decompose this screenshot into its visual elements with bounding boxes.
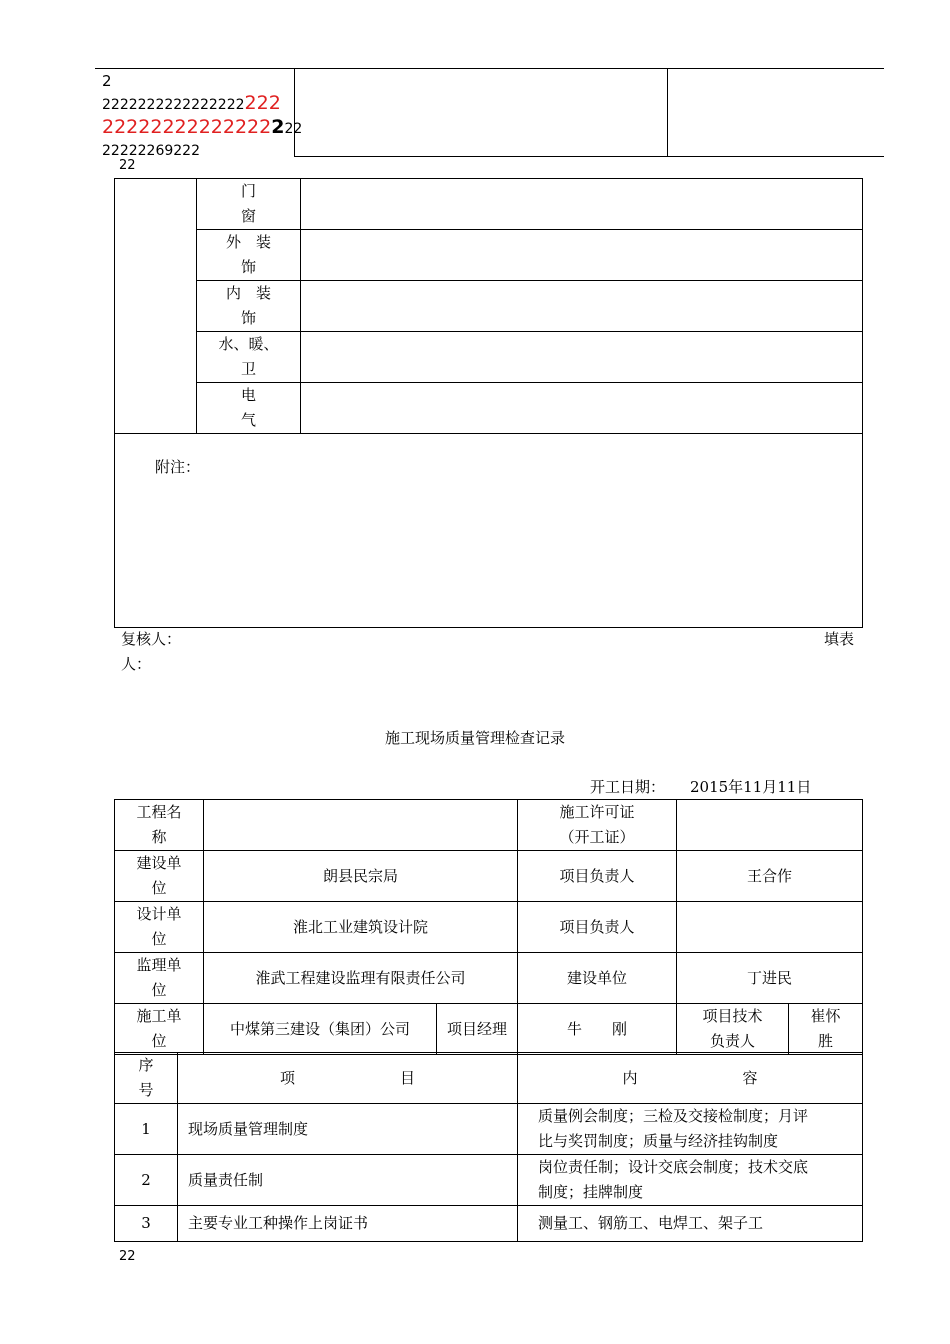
header-code-block xyxy=(102,70,303,162)
header-line-3: 22222222222222222 xyxy=(102,116,303,138)
header-below-code: 22 xyxy=(119,158,136,173)
record-title: 施工现场质量管理检查记录 xyxy=(384,729,565,747)
contractor-label: 施工单 位 xyxy=(115,1004,204,1055)
permit-value[interactable] xyxy=(677,800,863,851)
filler-label-part1: 填表 xyxy=(824,630,855,648)
supervise-label: 监理单 位 xyxy=(115,953,204,1004)
header-top-border xyxy=(95,68,884,69)
trade-content-cell[interactable] xyxy=(301,332,863,383)
trade-label: 门 窗 xyxy=(197,179,301,230)
header-line-1: 2 xyxy=(102,72,112,90)
client-value: 朗县民宗局 xyxy=(204,851,518,902)
tech-lead-label: 项目技术 负责人 xyxy=(677,1004,789,1055)
manager-name: 牛 刚 xyxy=(518,1004,677,1055)
header-divider-1 xyxy=(294,68,295,157)
record-info-table xyxy=(114,799,863,1055)
trade-label: 外 装 饰 xyxy=(197,230,301,281)
trade-content-cell[interactable] xyxy=(301,281,863,332)
client-pm-value: 王合作 xyxy=(677,851,863,902)
design-label: 设计单 位 xyxy=(115,902,204,953)
trades-group-cell xyxy=(115,179,197,434)
supervise-person: 丁进民 xyxy=(677,953,863,1004)
row-item: 主要专业工种操作上岗证书 xyxy=(178,1206,518,1242)
row-no: 3 xyxy=(115,1206,178,1242)
header-line-4: 22222269222 xyxy=(102,143,200,159)
page-footer: 22 xyxy=(119,1249,136,1264)
row-no: 1 xyxy=(115,1104,178,1155)
col-item-header: 项 目 xyxy=(178,1053,518,1104)
project-name-label: 工程名 称 xyxy=(115,800,204,851)
note-cell[interactable] xyxy=(115,434,863,628)
table-row xyxy=(115,1206,863,1242)
design-pm-label: 项目负责人 xyxy=(518,902,677,953)
design-value: 淮北工业建筑设计院 xyxy=(204,902,518,953)
supervise-role: 建设单位 xyxy=(518,953,677,1004)
tech-lead-name: 崔怀 胜 xyxy=(789,1004,863,1055)
header-bottom-border xyxy=(294,156,884,157)
design-pm-value[interactable] xyxy=(677,902,863,953)
trade-label: 电 气 xyxy=(197,383,301,434)
table-row xyxy=(115,1104,863,1155)
client-label: 建设单 位 xyxy=(115,851,204,902)
filler-label-part2: 人： xyxy=(121,655,152,673)
client-pm-label: 项目负责人 xyxy=(518,851,677,902)
manager-label: 项目经理 xyxy=(437,1004,518,1055)
col-no-header: 序 号 xyxy=(115,1053,178,1104)
header-divider-2 xyxy=(667,68,668,157)
row-content: 岗位责任制；设计交底会制度；技术交底 制度；挂牌制度 xyxy=(518,1155,863,1206)
contractor-value: 中煤第三建设（集团）公司 xyxy=(204,1004,437,1055)
trades-table xyxy=(114,178,863,628)
supervise-value: 淮武工程建设监理有限责任公司 xyxy=(204,953,518,1004)
project-name-value[interactable] xyxy=(204,800,518,851)
trade-content-cell[interactable] xyxy=(301,230,863,281)
permit-label: 施工许可证 （开工证） xyxy=(518,800,677,851)
row-content: 测量工、钢筋工、电焊工、架子工 xyxy=(518,1206,863,1242)
row-item: 质量责任制 xyxy=(178,1155,518,1206)
row-no: 2 xyxy=(115,1155,178,1206)
trade-label: 水、暖、 卫 xyxy=(197,332,301,383)
trade-label: 内 装 饰 xyxy=(197,281,301,332)
note-label: 附注： xyxy=(155,458,201,476)
start-date-value: 2015年11月11日 xyxy=(690,778,812,796)
reviewer-label: 复核人： xyxy=(121,630,182,648)
col-content-header: 内 容 xyxy=(518,1053,863,1104)
row-content: 质量例会制度；三检及交接检制度；月评 比与奖罚制度；质量与经济挂钩制度 xyxy=(518,1104,863,1155)
start-date-label: 开工日期： xyxy=(590,778,666,796)
trade-content-cell[interactable] xyxy=(301,383,863,434)
row-item: 现场质量管理制度 xyxy=(178,1104,518,1155)
record-items-table xyxy=(114,1052,863,1242)
header-line-2: 2222222222222222222 xyxy=(102,92,281,114)
trade-content-cell[interactable] xyxy=(301,179,863,230)
table-row xyxy=(115,1155,863,1206)
